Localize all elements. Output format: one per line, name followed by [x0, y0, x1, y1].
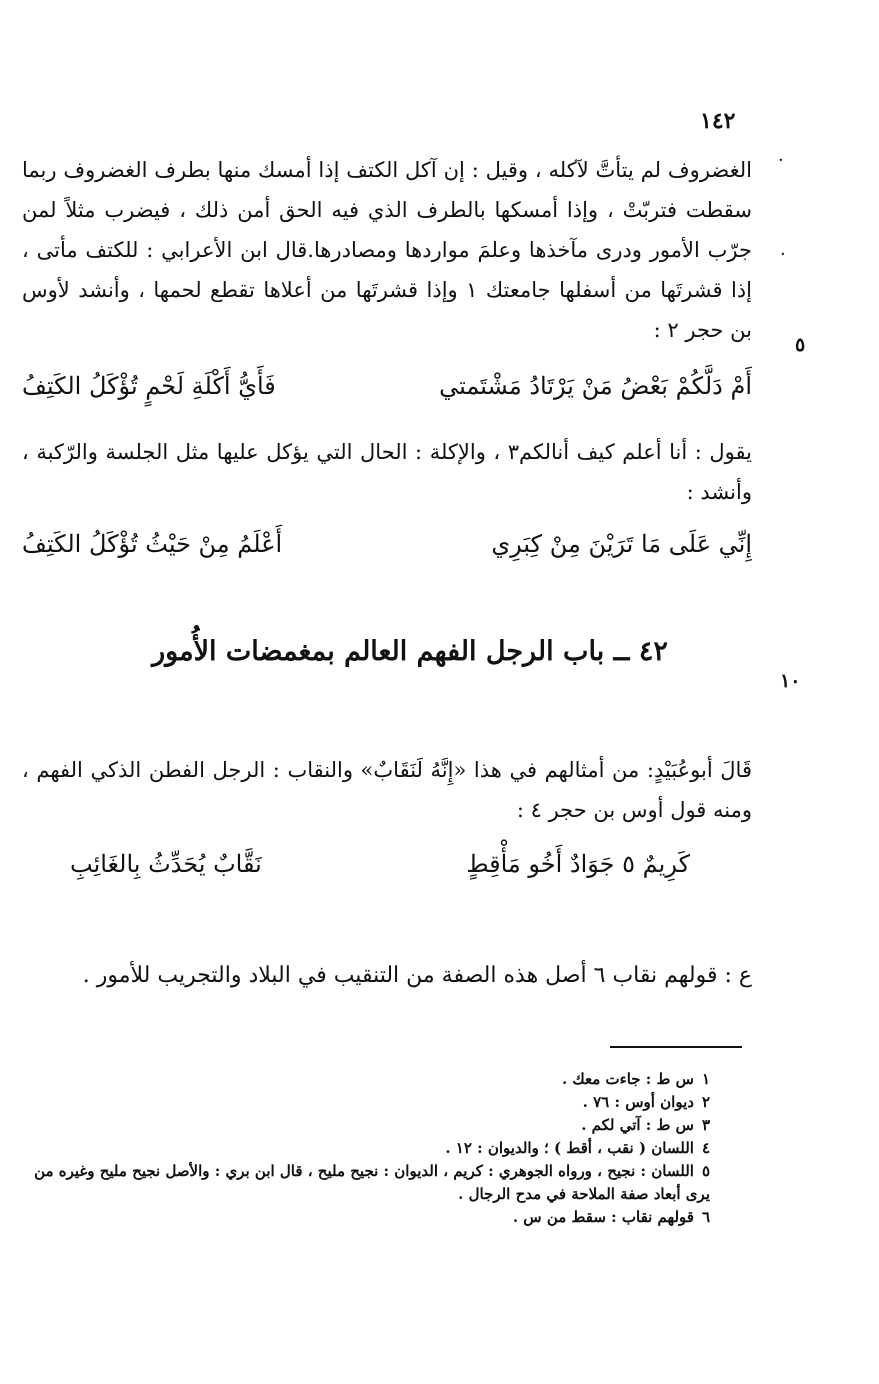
verse-1-hemistich-right: أَمْ دَلَّكُمْ بَعْضُ مَنْ يَرْتَادُ مَشْتَمتي — [439, 372, 752, 400]
verse-2-hemistich-right: إِنِّي عَلَى مَا تَرَيْنَ مِنْ كِبَرِي — [491, 530, 752, 558]
paragraph-4: ع : قولهم نقاب ٦ أصل هذه الصفة من التنقيب في البلاد والتجريب للأمور . — [82, 963, 752, 988]
margin-dot: · — [780, 244, 786, 265]
line-marker-5: ٥ — [795, 334, 806, 356]
verse-3 — [70, 850, 690, 878]
verse-2-hemistich-left: أَعْلَمُ مِنْ حَيْثُ تُؤْكَلُ الكَتِفُ — [22, 530, 283, 558]
verse-3-hemistich-right: كَرِيمٌ ٥ جَوَادٌ أَخُو مَأْقِطٍ — [466, 850, 690, 878]
verse-1-hemistich-left: فَأَيُّ أَكْلَةِ لَحْمٍ تُؤْكَلُ الكَتِفُ — [22, 372, 276, 400]
footnote — [10, 1206, 710, 1229]
verse-3-hemistich-left: نَقَّابٌ يُحَدِّثُ بِالغَائِبِ — [70, 850, 262, 878]
footnote-text: اللسان : نجيح ، ورواه الجوهري : كريم ، الديوان : نجيح مليح ، قال ابن بري : والأصل نجيح مليح وغيره من يرى أبعاد صفة الملاحة في مدح الرجال . — [34, 1162, 710, 1203]
footnote-text: س ط : آتي لكم . — [581, 1116, 694, 1134]
footnote-text: ديوان أوس : ٧٦ . — [582, 1093, 694, 1111]
verse-2 — [22, 530, 752, 558]
line-marker-10: ١٠ — [780, 670, 801, 692]
footnote-number: ٦ — [701, 1208, 710, 1226]
footnote — [10, 1091, 710, 1114]
footnote-number: ١ — [701, 1070, 710, 1088]
footnote-text: اللسان ( نقب ، أقط ) ؛ والديوان : ١٢ . — [445, 1139, 694, 1157]
verse-1 — [22, 372, 752, 400]
footnote-divider — [610, 1046, 742, 1048]
footnote — [10, 1137, 710, 1160]
paragraph-2: يقول : أنا أعلم كيف أنالكم٣ ، والإكلة : الحال التي يؤكل عليها مثل الجلسة والرّكبة ، وأنشد : — [22, 440, 752, 504]
footnote-text: س ط : جاءت معك . — [561, 1070, 694, 1088]
footnote-number: ٢ — [701, 1093, 710, 1111]
page-number: ١٤٢ — [700, 108, 736, 134]
footnote-number: ٥ — [701, 1162, 710, 1180]
footnote — [10, 1068, 710, 1091]
footnotes — [10, 1068, 710, 1229]
footnote-text: قولهم نقاب : سقط من س . — [512, 1208, 694, 1226]
margin-dot: · — [778, 150, 784, 171]
paragraph-3: قَالَ أبوعُبَيْدٍ: من أمثالهم في هذا «إِنَّهُ لَنَقَابٌ» والنقاب : الرجل الفطن الذكي الفهم ، ومنه قول أوس بن حجر ٤ : — [22, 758, 752, 822]
chapter-title: ٤٢ ــ باب الرجل الفهم العالم بمغمضات الأُمور — [152, 636, 668, 667]
paragraph-1: الغضروف لم يتأتَّ لآكله ، وقيل : إن آكل الكتف إذا أمسك منها بطرف الغضروف ربما سقطت فتربّتْ ، وإذا أمسكها بالطرف الذي فيه الحق أمن ذلك ، فيضرب مثلاً لمن جرّب الأمور ودرى مآخذها وعلمَ مواردها ومصادرها.قال ابن الأعرابي : للكتف مأتى ، إذا قشرتَها من أسفلها جامعتك ١ وإذا قشرتَها من أعلاها تقطع لحمها ، وأنشد لأوس بن حجر ٢ : — [22, 158, 752, 342]
footnote — [10, 1114, 710, 1137]
footnote-number: ٤ — [701, 1139, 710, 1157]
footnote-number: ٣ — [701, 1116, 710, 1134]
footnote — [10, 1160, 710, 1206]
